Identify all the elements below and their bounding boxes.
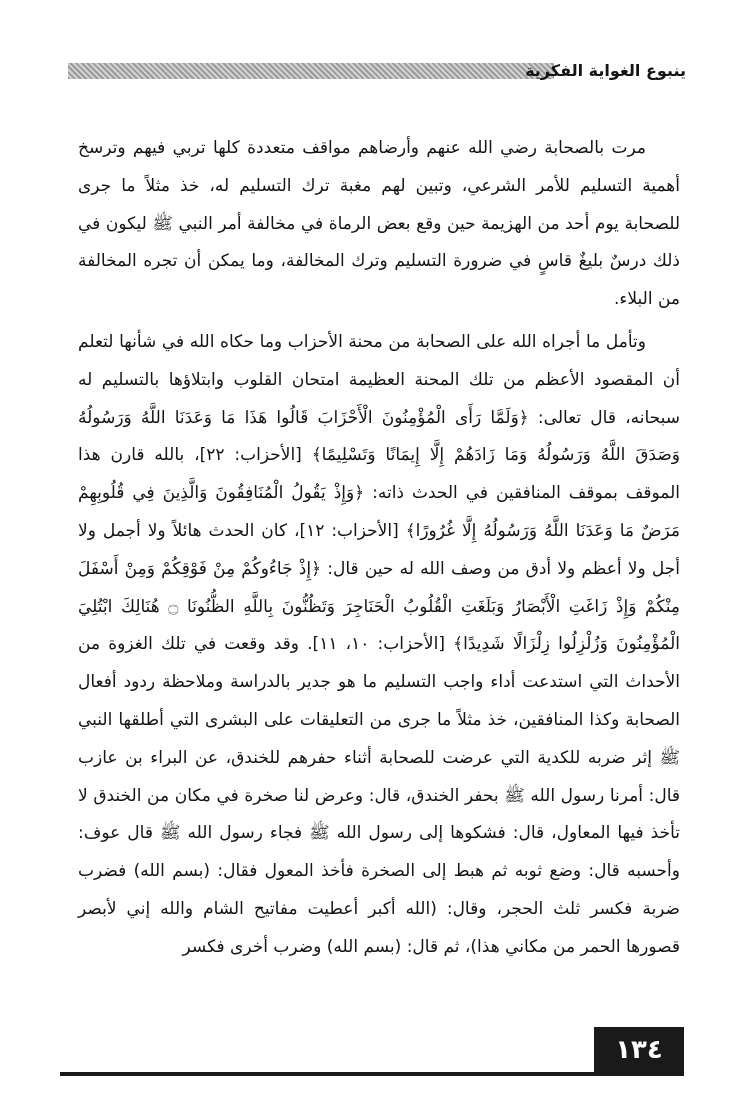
quran-quote: ﴿وَإِذْ يَقُولُ الْمُنَافِقُونَ وَالَّذِينَ فِي قُلُوبِهِمْ مَرَضٌ مَا وَعَدَنَا اللَّهُ وَرَسُولُهُ إِلَّا غُرُورًا﴾	[78, 483, 680, 541]
text-run: وتأمل ما أجراه الله على الصحابة من محنة الأحزاب وما حكاه الله في شأنها لتعلم أن المقصود الأعظم من تلك المحنة العظيمة امتحان القلوب وابتلاؤها بالتسليم له سبحانه، قال تعالى:	[78, 331, 680, 428]
footer-rule	[60, 1072, 684, 1076]
page-body	[78, 130, 680, 967]
text-run: [الأحزاب: ١٠، ١١]. وقد وقعت في تلك الغزوة من الأحداث التي استدعت أداء واجب التسليم ما هو جدير بالدراسة وملاحظة ردود أفعال الصحابة وكذا المنافقين، خذ مثلاً ما جرى من التعليقات على البشرى التي أطلقها النبي ﷺ إثر ضربه للكدية التي عرضت للصحابة أثناء حفرهم للخندق، عن البراء بن عازب قال: أمرنا رسول الله ﷺ بحفر الخندق، قال: وعرض لنا صخرة في مكان من الخندق لا تأخذ فيها المعاول، قال: فشكوها إلى رسول الله ﷺ فجاء رسول الله ﷺ قال عوف: وأحسبه قال: وضع ثوبه ثم هبط إلى الصخرة فأخذ المعول فقال: (بسم الله) فضرب ضربة فكسر ثلث الحجر، وقال: (الله أكبر أعطيت مفاتيح الشام والله إني لأبصر قصورها الحمر من مكاني هذا)، ثم قال: (بسم الله) وضرب أخرى فكسر	[78, 634, 680, 957]
running-header-title: ينبوع الغواية الفكرية	[525, 61, 686, 80]
quran-quote: ﴿إِذْ جَاءُوكُمْ مِنْ فَوْقِكُمْ وَمِنْ أَسْفَلَ مِنْكُمْ وَإِذْ زَاغَتِ الْأَبْصَارُ وَبَلَغَتِ الْقُلُوبُ الْحَنَاجِرَ وَتَظُنُّونَ بِاللَّهِ الظُّنُونَا ۝ هُنَالِكَ ابْتُلِيَ الْمُؤْمِنُونَ وَزُلْزِلُوا زِلْزَالًا شَدِيدًا﴾	[78, 558, 681, 655]
running-header	[68, 58, 686, 84]
text-run: [الأحزاب: ٢٢]، بالله قارن هذا الموقف بموقف المنافقين في الحدث ذاته:	[78, 445, 681, 504]
paragraph	[78, 130, 680, 319]
header-pattern-band	[68, 63, 554, 79]
page-number: ١٣٤	[594, 1027, 684, 1073]
text-run: [الأحزاب: ١٢]، كان الحدث هائلاً ولا أجمل ولا أجل ولا أعظم ولا أدق من وصف الله له حين قال:	[78, 520, 680, 579]
paragraph	[78, 324, 680, 967]
quran-quote: ﴿وَلَمَّا رَأَى الْمُؤْمِنُونَ الْأَحْزَابَ قَالُوا هَذَا مَا وَعَدَنَا اللَّهُ وَرَسُولُهُ وَصَدَقَ اللَّهُ وَرَسُولُهُ وَمَا زَادَهُمْ إِلَّا إِيمَانًا وَتَسْلِيمًا﴾	[78, 407, 681, 466]
text-run: مرت بالصحابة رضي الله عنهم وأرضاهم مواقف متعددة كلها تربي فيهم وترسخ أهمية التسليم للأمر الشرعي، وتبين لهم مغبة ترك التسليم له، خذ مثلاً ما جرى للصحابة يوم أحد من الهزيمة حين وقع بعض الرماة في مخالفة أمر النبي ﷺ ليكون في ذلك درسٌ بليغٌ قاسٍ في ضرورة التسليم وترك المخالفة، وما يمكن أن تجره المخالفة من البلاء.	[78, 138, 680, 310]
